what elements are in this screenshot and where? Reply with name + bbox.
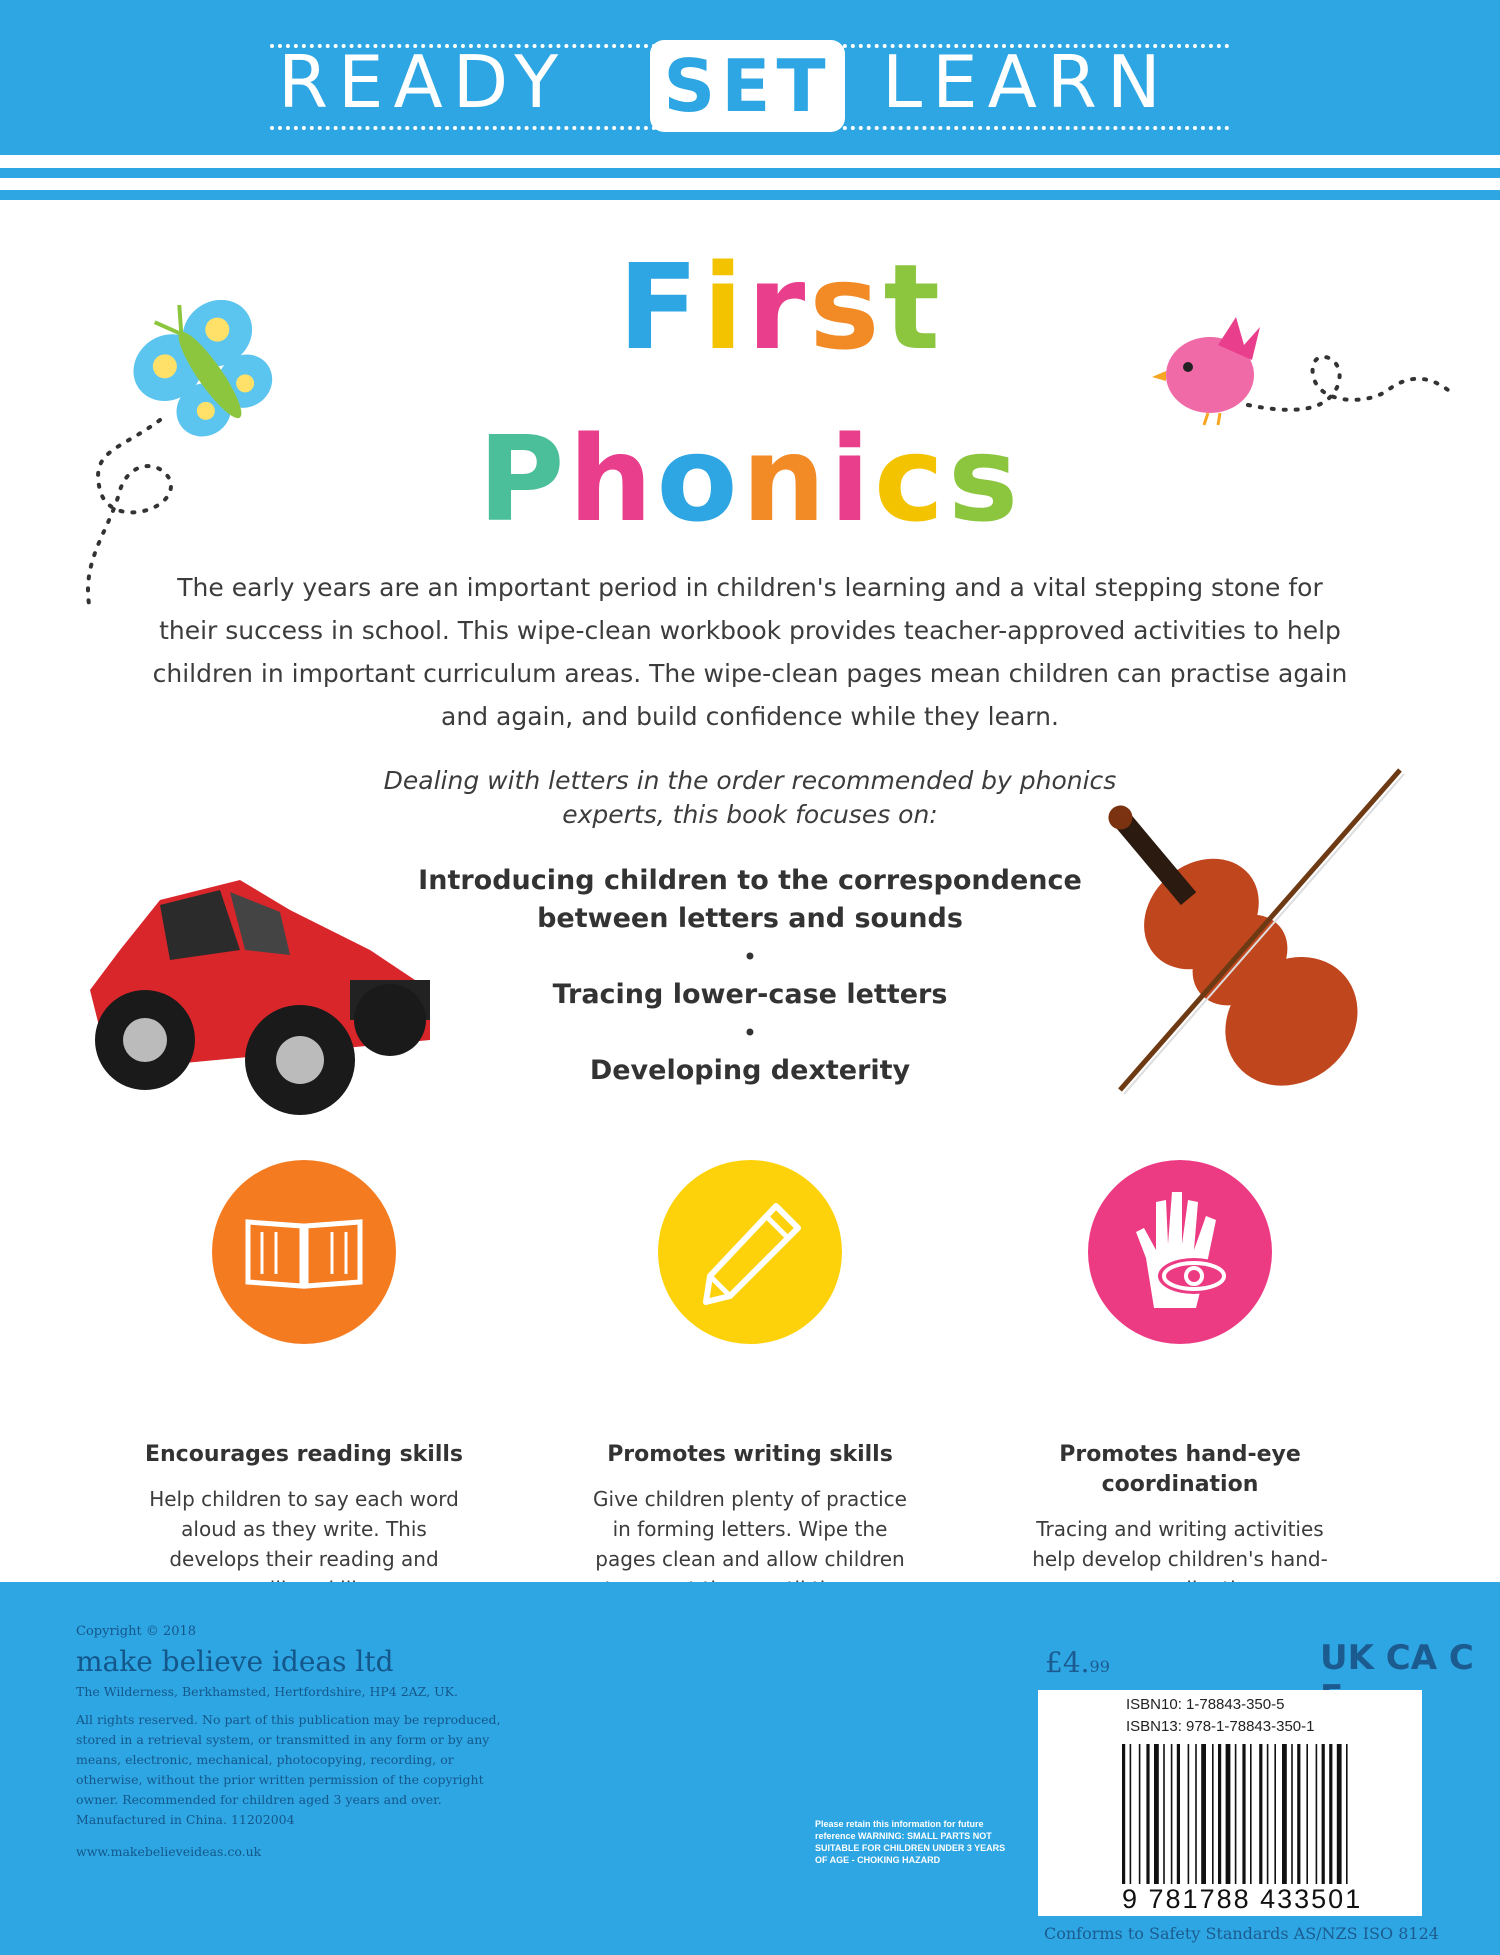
title-letter: P <box>478 410 569 548</box>
feature-writing <box>590 1160 910 1634</box>
barcode-bar <box>1259 1744 1262 1884</box>
safety-standard: Conforms to Safety Standards AS/NZS ISO 8124 <box>1044 1924 1439 1943</box>
title-letter: n <box>741 410 830 548</box>
pencil-icon <box>696 1198 806 1308</box>
title-letter: o <box>656 410 742 548</box>
feature-reading-badge <box>212 1160 396 1344</box>
feature-hand-eye-badge <box>1088 1160 1272 1344</box>
barcode-bar <box>1250 1744 1252 1884</box>
website: www.makebelieveideas.co.uk <box>76 1844 262 1859</box>
feature-hand-eye <box>1020 1160 1340 1604</box>
barcode-bar <box>1267 1744 1269 1884</box>
feature-reading <box>144 1160 464 1604</box>
barcode-bar <box>1242 1744 1245 1884</box>
feature-title: Promotes hand-eye coordination <box>1059 1442 1301 1497</box>
focus-item: Developing dexterity <box>589 1055 911 1086</box>
barcode-bar <box>1337 1744 1342 1884</box>
bird-icon <box>1148 315 1458 435</box>
barcode-bar <box>1282 1744 1287 1884</box>
barcode-bar <box>1122 1744 1125 1884</box>
series-word-ready: READY <box>278 40 569 124</box>
bullet-icon: • <box>742 943 758 971</box>
title-letter: t <box>883 238 944 376</box>
header-stripes <box>0 168 1500 214</box>
series-word-set: SET <box>663 44 832 128</box>
barcode-digits: 9 781788 433501 <box>1122 1884 1363 1914</box>
barcode-bar <box>1171 1744 1173 1884</box>
barcode-bar <box>1188 1744 1190 1884</box>
intro-paragraph: The early years are an important period in children's learning and a vital stepping stone for their success in school. This wipe-clean workbook provides teacher-approved activities to help children in important curriculum areas. The wipe-clean pages mean children can practise again and again, and build confidence while they learn. <box>152 573 1348 731</box>
publisher-address: The Wilderness, Berkhamsted, Hertfordshire, HP4 2AZ, UK. <box>76 1684 458 1699</box>
barcode-bar <box>1291 1744 1293 1884</box>
barcode-bar <box>1212 1744 1214 1884</box>
focus-item: Tracing lower-case letters <box>552 979 948 1010</box>
barcode-bar <box>1201 1744 1206 1884</box>
barcode-bar <box>1329 1744 1332 1884</box>
barcode-bar <box>1146 1744 1149 1884</box>
barcode-bar <box>1218 1744 1221 1884</box>
title-line-first <box>618 238 944 376</box>
barcode-icon <box>1122 1744 1412 1884</box>
feature-title: Encourages reading skills <box>144 1442 464 1467</box>
bullet-icon: • <box>742 1019 758 1047</box>
isbn10: ISBN10: 1-78843-350-5 <box>1126 1696 1285 1713</box>
header-banner <box>0 0 1500 155</box>
copyright-line: Copyright © 2018 <box>76 1624 197 1639</box>
focus-list <box>400 862 1100 1090</box>
toy-truck-image <box>50 840 450 1120</box>
barcode-bar <box>1226 1744 1231 1884</box>
title-letter: r <box>747 238 810 376</box>
feature-writing-badge <box>658 1160 842 1344</box>
publisher-logo: make believe ideas ltd <box>76 1645 394 1678</box>
barcode-bar <box>1163 1744 1165 1884</box>
barcode-bar <box>1130 1744 1132 1884</box>
isbn13: ISBN13: 978-1-78843-350-1 <box>1126 1718 1315 1735</box>
title-letter: F <box>618 238 703 376</box>
barcode-bar <box>1139 1744 1141 1884</box>
title-letter: h <box>568 410 657 548</box>
title-letter: i <box>829 410 875 548</box>
barcode-bar <box>1274 1744 1276 1884</box>
feature-text: Give children plenty of practice in forming letters. Wipe the pages clean and allow children <box>593 1487 907 1571</box>
barcode-bar <box>1177 1744 1180 1884</box>
series-logo <box>270 36 1230 136</box>
barcode-bar <box>1154 1744 1159 1884</box>
feature-text: Tracing and writing activities help develop children's hand- <box>1032 1517 1328 1571</box>
title-letter: i <box>702 238 748 376</box>
series-word-set-box <box>650 40 845 132</box>
rights-text: All rights reserved. No part of this publication may be reproduced, stored in a retrieval system, or transmitted in any form or by any means, electronic, mechanical, photocopying, recording, or otherwise, without the prior written permission of the copyright owner. Recommended for children aged 3 years and over. Manufactured in China. 1120200​4 <box>76 1712 501 1827</box>
hand-eye-icon <box>1124 1188 1236 1316</box>
focus-item: Introducing children to the correspondence between letters and sounds <box>418 865 1082 934</box>
feature-text: Help children to say each word aloud as they write. This develops their reading and <box>149 1487 459 1571</box>
focus-intro: Dealing with letters in the order recommended by phonics experts, this book focuses on: <box>383 766 1117 829</box>
footer-banner <box>0 1582 1500 1955</box>
title-line-phonics <box>478 410 1022 548</box>
copyright-block <box>76 1622 516 1862</box>
barcode-bar <box>1322 1744 1325 1884</box>
barcode-bar <box>1195 1744 1197 1884</box>
choking-warning: Please retain this information for future reference WARNING: SMALL PARTS NOT SUITABLE FOR CHILDREN UNDER 3 YEARS OF AGE - CHOKING HAZARD <box>815 1819 1006 1865</box>
barcode-bar <box>1297 1744 1300 1884</box>
open-book-icon <box>242 1212 366 1292</box>
barcode-label <box>1038 1690 1422 1916</box>
price: £4.99 <box>1045 1646 1110 1679</box>
violin-image <box>1060 760 1420 1160</box>
title-letter: s <box>809 238 884 376</box>
title-letter: s <box>948 410 1023 548</box>
ukca-ce-marks: UK CA C <box>1320 1638 1474 1678</box>
barcode-bar <box>1306 1744 1308 1884</box>
barcode-bar <box>1316 1744 1318 1884</box>
title-letter: c <box>874 410 948 548</box>
barcode-bar <box>1235 1744 1237 1884</box>
barcode-bar <box>1346 1744 1348 1884</box>
series-word-learn: LEARN <box>882 40 1171 124</box>
feature-title: Promotes writing skills <box>607 1442 893 1467</box>
